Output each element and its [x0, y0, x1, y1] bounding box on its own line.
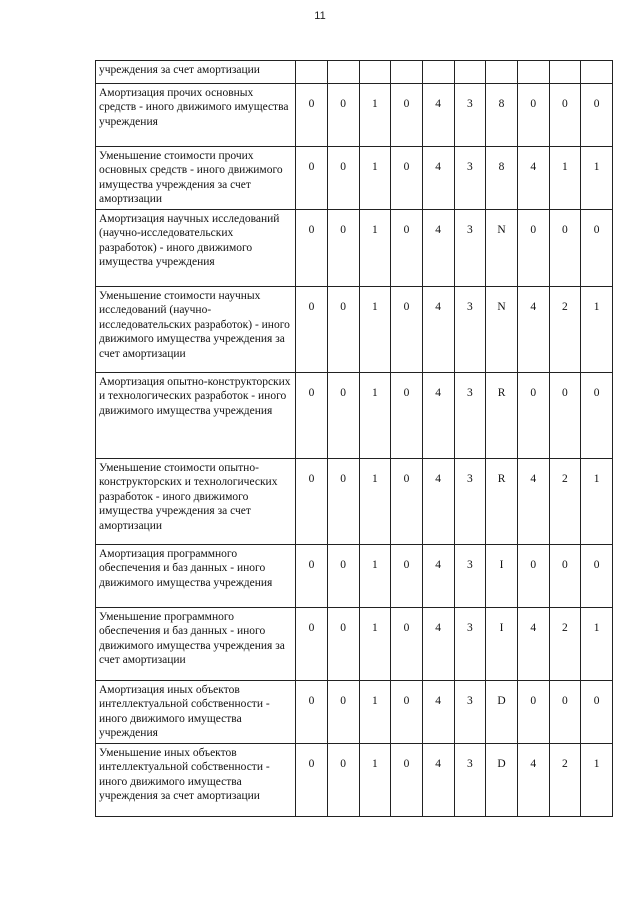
code-digit-cell: 0 [517, 84, 549, 147]
code-digit-cell: 0 [296, 459, 328, 545]
code-digit-cell: 0 [391, 608, 423, 681]
code-digit-cell: 0 [296, 744, 328, 817]
table-row [96, 84, 613, 147]
page-number: 11 [314, 10, 326, 22]
code-digit-cell: D [486, 681, 518, 744]
code-digit-cell: 0 [517, 681, 549, 744]
code-digit-cell: R [486, 459, 518, 545]
code-digit-cell [486, 61, 518, 84]
code-digit-cell: 4 [422, 681, 454, 744]
code-digit-cell: D [486, 744, 518, 817]
code-digit-cell: 0 [327, 84, 359, 147]
code-digit-cell: 0 [391, 287, 423, 373]
table-row [96, 61, 613, 84]
code-digit-cell [327, 61, 359, 84]
code-digit-cell: 4 [422, 608, 454, 681]
code-digit-cell: 0 [517, 210, 549, 287]
code-digit-cell: 1 [581, 147, 613, 210]
code-digit-cell: 0 [296, 84, 328, 147]
code-digit-cell: 0 [296, 545, 328, 608]
code-digit-cell: 3 [454, 210, 486, 287]
code-digit-cell: 2 [549, 744, 581, 817]
code-digit-cell: 3 [454, 287, 486, 373]
code-digit-cell: 1 [581, 608, 613, 681]
code-digit-cell: I [486, 545, 518, 608]
code-digit-cell [422, 61, 454, 84]
code-digit-cell: 0 [327, 681, 359, 744]
code-digit-cell [549, 61, 581, 84]
code-digit-cell: N [486, 287, 518, 373]
code-digit-cell: N [486, 210, 518, 287]
code-digit-cell: 1 [359, 681, 391, 744]
code-digit-cell: 4 [422, 744, 454, 817]
code-digit-cell: 4 [517, 147, 549, 210]
code-digit-cell: R [486, 373, 518, 459]
row-description: Амортизация программного обеспечения и баз данных - иного движимого имущества учреждения [96, 545, 296, 608]
code-digit-cell: 0 [391, 545, 423, 608]
code-digit-cell: 3 [454, 373, 486, 459]
code-digit-cell: 1 [581, 744, 613, 817]
table-row [96, 608, 613, 681]
code-digit-cell: 0 [581, 681, 613, 744]
code-digit-cell: 1 [359, 608, 391, 681]
code-digit-cell: 0 [549, 84, 581, 147]
code-digit-cell: 0 [327, 287, 359, 373]
row-description: Уменьшение стоимости опытно-конструкторских и технологических разработок - иного движимого имущества учреждения за счет амортизации [96, 459, 296, 545]
row-description: Амортизация прочих основных средств - иного движимого имущества учреждения [96, 84, 296, 147]
row-description: Уменьшение иных объектов интеллектуальной собственности - иного движимого имущества учреждения за счет амортизации [96, 744, 296, 817]
code-digit-cell: 0 [391, 744, 423, 817]
code-digit-cell: 0 [327, 744, 359, 817]
code-digit-cell: 1 [359, 459, 391, 545]
code-digit-cell: 0 [549, 210, 581, 287]
row-description: Амортизация иных объектов интеллектуальной собственности - иного движимого имущества учреждения [96, 681, 296, 744]
code-digit-cell: 3 [454, 744, 486, 817]
code-digit-cell: 0 [549, 373, 581, 459]
account-code-table [95, 60, 613, 817]
code-digit-cell: 0 [517, 373, 549, 459]
code-digit-cell: 1 [359, 373, 391, 459]
code-digit-cell: 8 [486, 84, 518, 147]
table-row [96, 744, 613, 817]
code-digit-cell: 0 [391, 147, 423, 210]
table-body [96, 61, 613, 817]
code-digit-cell: 1 [581, 459, 613, 545]
code-digit-cell: 1 [359, 287, 391, 373]
code-digit-cell: 0 [327, 147, 359, 210]
code-digit-cell: 4 [517, 459, 549, 545]
table-row [96, 459, 613, 545]
row-description: Амортизация опытно-конструкторских и технологических разработок - иного движимого имущества учреждения [96, 373, 296, 459]
table-row [96, 210, 613, 287]
code-digit-cell: 1 [359, 147, 391, 210]
code-digit-cell: 2 [549, 287, 581, 373]
code-digit-cell [391, 61, 423, 84]
code-digit-cell [359, 61, 391, 84]
code-digit-cell: 1 [359, 84, 391, 147]
code-digit-cell: 2 [549, 459, 581, 545]
code-digit-cell: 0 [296, 373, 328, 459]
code-digit-cell: 3 [454, 608, 486, 681]
row-description: учреждения за счет амортизации [96, 61, 296, 84]
code-digit-cell: 1 [359, 210, 391, 287]
code-digit-cell: 8 [486, 147, 518, 210]
code-digit-cell: 4 [422, 545, 454, 608]
code-digit-cell: 3 [454, 84, 486, 147]
code-digit-cell: 0 [296, 210, 328, 287]
code-digit-cell: 0 [391, 459, 423, 545]
code-digit-cell: 4 [422, 287, 454, 373]
code-digit-cell [581, 61, 613, 84]
code-digit-cell: 4 [422, 459, 454, 545]
code-digit-cell: 0 [296, 287, 328, 373]
row-description: Амортизация научных исследований (научно-исследовательских разработок) - иного движимого имущества учреждения [96, 210, 296, 287]
code-digit-cell: 1 [581, 287, 613, 373]
code-digit-cell: 3 [454, 681, 486, 744]
code-digit-cell: 4 [517, 608, 549, 681]
code-digit-cell: 0 [581, 210, 613, 287]
code-digit-cell: 0 [581, 373, 613, 459]
code-digit-cell: 0 [391, 681, 423, 744]
table-row [96, 545, 613, 608]
row-description: Уменьшение стоимости научных исследований (научно-исследовательских разработок) - иного движимого имущества учреждения за счет амортизации [96, 287, 296, 373]
code-digit-cell: 0 [391, 84, 423, 147]
code-digit-cell: 1 [549, 147, 581, 210]
code-digit-cell: 0 [327, 210, 359, 287]
code-digit-cell: 4 [422, 147, 454, 210]
table-row [96, 287, 613, 373]
code-digit-cell [454, 61, 486, 84]
code-digit-cell: 0 [391, 210, 423, 287]
table-row [96, 681, 613, 744]
code-digit-cell: 0 [581, 545, 613, 608]
code-digit-cell: 0 [549, 681, 581, 744]
code-digit-cell: 2 [549, 608, 581, 681]
code-digit-cell: 3 [454, 545, 486, 608]
code-digit-cell [517, 61, 549, 84]
code-digit-cell: 0 [327, 608, 359, 681]
table-row [96, 373, 613, 459]
row-description: Уменьшение программного обеспечения и баз данных - иного движимого имущества учреждения за счет амортизации [96, 608, 296, 681]
code-digit-cell: 4 [517, 744, 549, 817]
code-digit-cell: 3 [454, 147, 486, 210]
code-digit-cell: 0 [581, 84, 613, 147]
table-row [96, 147, 613, 210]
code-digit-cell: 1 [359, 545, 391, 608]
code-digit-cell: 0 [327, 545, 359, 608]
code-digit-cell: 3 [454, 459, 486, 545]
code-digit-cell: 0 [296, 147, 328, 210]
code-digit-cell: 4 [422, 373, 454, 459]
code-digit-cell [296, 61, 328, 84]
code-digit-cell: 4 [517, 287, 549, 373]
code-digit-cell: 4 [422, 84, 454, 147]
code-digit-cell: 0 [391, 373, 423, 459]
code-digit-cell: 0 [327, 459, 359, 545]
code-digit-cell: I [486, 608, 518, 681]
code-digit-cell: 0 [549, 545, 581, 608]
code-digit-cell: 0 [517, 545, 549, 608]
code-digit-cell: 1 [359, 744, 391, 817]
code-digit-cell: 0 [296, 608, 328, 681]
row-description: Уменьшение стоимости прочих основных средств - иного движимого имущества учреждения за счет амортизации [96, 147, 296, 210]
code-digit-cell: 0 [327, 373, 359, 459]
code-digit-cell: 4 [422, 210, 454, 287]
code-digit-cell: 0 [296, 681, 328, 744]
